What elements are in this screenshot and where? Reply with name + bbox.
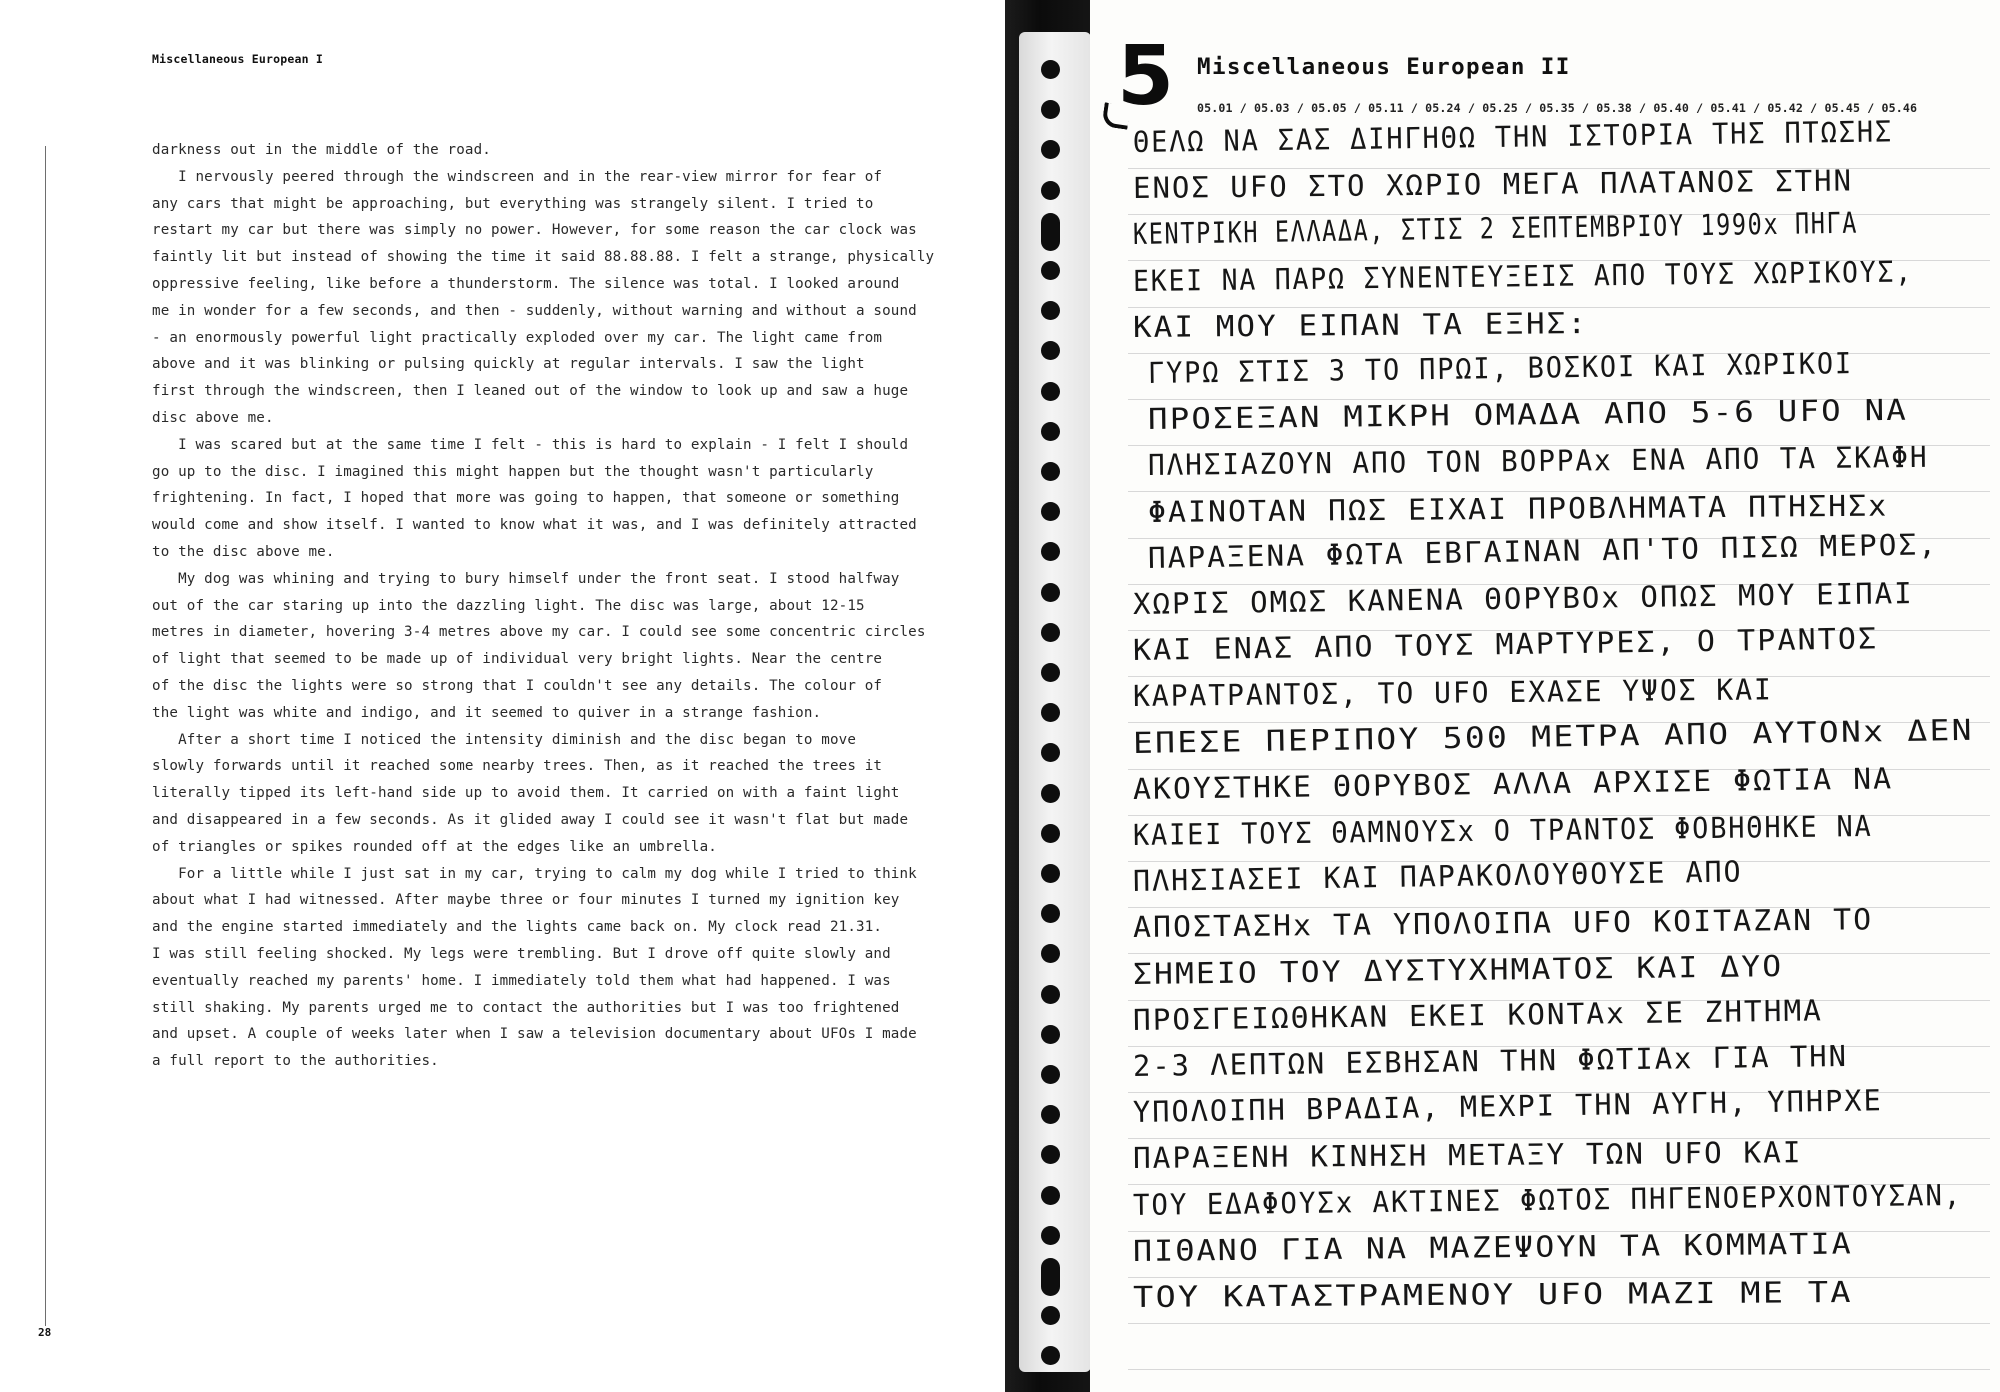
handwritten-line: ΚΑΙ ΕΝΑΣ ΑΠΟ ΤΟΥΣ ΜΑΡΤΥΡΕΣ, Ο ΤΡΑΝΤΟΣ (1132, 621, 1879, 668)
handwritten-line: ΑΠΟΣΤΑΣΗx ΤΑ ΥΠΟΛΟΙΠΑ UFO ΚΟΙΤΑΖΑΝ ΤΟ (1132, 902, 1874, 945)
handwritten-line: ΤΟΥ ΚΑΤΑΣΤΡΑΜΕΝΟΥ UFO ΜΑΖΙ ΜΕ ΤΑ (1132, 1274, 1853, 1314)
body-line: and upset. A couple of weeks later when I saw a television documentary about UFOs I made (152, 1026, 917, 1043)
body-line: first through the windscreen, then I leaned out of the window to look up and saw a huge (152, 383, 909, 400)
binder-hole (1041, 382, 1060, 401)
handwritten-line: ΧΩΡΙΣ ΟΜΩΣ ΚΑΝΕΝΑ ΘΟΡΥΒΟx ΟΠΩΣ ΜΟΥ ΕΙΠΑΙ (1132, 576, 1914, 621)
binder-hole (1041, 1186, 1060, 1205)
body-line: darkness out in the middle of the road. (152, 142, 491, 158)
body-line: eventually reached my parents' home. I immediately told them what had happened. I was (152, 972, 891, 989)
binder-hole (1041, 784, 1060, 803)
body-line: metres in diameter, hovering 3-4 metres above my car. I could see some concentric circles (152, 624, 926, 641)
body-line: of triangles or spikes rounded off at the edges like an umbrella. (152, 838, 717, 855)
section-title: Miscellaneous European II (1197, 54, 1571, 80)
ruled-line (1128, 1323, 1990, 1324)
handwritten-line: ΠΡΟΣΓΕΙΩΘΗΚΑΝ ΕΚΕΙ ΚΟΝΤΑx ΣΕ ΖΗΤΗΜΑ (1132, 993, 1824, 1037)
handwritten-line: ΚΑΙ ΜΟΥ ΕΙΠΑΝ ΤΑ ΕΞΗΣ: (1132, 305, 1589, 344)
body-line: restart my car but there was simply no power. However, for some reason the car clock was (152, 222, 917, 239)
handwritten-line: 2-3 ΛΕΠΤΩΝ ΕΣΒΗΣΑΝ ΤΗΝ ΦΩΤΙΑx ΓΙΑ ΤΗΝ (1132, 1039, 1849, 1083)
body-line: disc above me. (152, 409, 274, 426)
body-line: I was still feeling shocked. My legs were trembling. But I drove off quite slowly and (152, 945, 891, 962)
body-line: me in wonder for a few seconds, and then - suddenly, without warning and without a sound (152, 302, 917, 319)
handwritten-line: ΚΕΝΤΡΙΚΗ ΕΛΛΑΔΑ, ΣΤΙΣ 2 ΣΕΠΤΕΜΒΡΙΟΥ 1990x ΠΗΓΑ (1132, 206, 1859, 252)
binder-hole (1041, 1226, 1060, 1245)
body-line: frightening. In fact, I hoped that more was going to happen, that someone or something (152, 490, 900, 507)
body-line: a full report to the authorities. (152, 1053, 439, 1070)
binder-hole (1041, 583, 1060, 602)
handwritten-line: ΚΑΡΑΤΡΑΝΤΟΣ, ΤΟ UFO ΕΧΑΣΕ ΥΨΟΣ ΚΑΙ (1132, 672, 1773, 714)
handwritten-line: ΥΠΟΛΟΙΠΗ ΒΡΑΔΙΑ, ΜΕΧΡΙ ΤΗΝ ΑΥΓΗ, ΥΠΗΡΧΕ (1132, 1083, 1883, 1130)
binder-hole (1041, 864, 1060, 883)
binder-hole (1041, 462, 1060, 481)
handwritten-line: ΠΛΗΣΙΑΣΕΙ ΚΑΙ ΠΑΡΑΚΟΛΟΥΘΟΥΣΕ ΑΠΟ (1132, 854, 1743, 899)
handwritten-line: ΣΗΜΕΙΟ ΤΟΥ ΔΥΣΤΥΧΗΜΑΤΟΣ ΚΑΙ ΔΥΟ (1132, 948, 1784, 991)
handwritten-line: ΠΑΡΑΞΕΝΑ ΦΩΤΑ ΕΒΓΑΙΝΑΝ ΑΠ'ΤΟ ΠΙΣΩ ΜΕΡΟΣ, (1147, 527, 1939, 575)
binder-hole (1041, 985, 1060, 1004)
body-line: - an enormously powerful light practically exploded over my car. The light came from (152, 329, 883, 346)
body-line: about what I had witnessed. After maybe three or four minutes I turned my ignition key (152, 892, 900, 909)
body-line: out of the car staring up into the dazzling light. The disc was large, about 12-15 (152, 597, 865, 614)
page-number: 28 (38, 1326, 52, 1339)
case-code-row: 05.01 / 05.03 / 05.05 / 05.11 / 05.24 / 05.25 / 05.35 / 05.38 / 05.40 / 05.41 / 05.42 / 05.45 / 05.46 (1197, 101, 1918, 115)
binder-hole (1041, 181, 1060, 200)
handwritten-line: ΑΚΟΥΣΤΗΚΕ ΘΟΡΥΒΟΣ ΑΛΛΑ ΑΡΧΙΣΕ ΦΩΤΙΑ ΝΑ (1132, 761, 1894, 806)
body-text (152, 137, 942, 1075)
handwritten-line: ΕΚΕΙ ΝΑ ΠΑΡΩ ΣΥΝΕΝΤΕΥΞΕΙΣ ΑΠΟ ΤΟΥΣ ΧΩΡΙΚΟΥΣ, (1132, 254, 1914, 298)
body-line: of light that seemed to be made up of individual very bright lights. Near the centre (152, 651, 883, 668)
binder-hole (1041, 1065, 1060, 1084)
binder-hole (1041, 422, 1060, 441)
handwritten-line: ΓΥΡΩ ΣΤΙΣ 3 ΤΟ ΠΡΩΙ, ΒΟΣΚΟΙ ΚΑΙ ΧΩΡΙΚΟΙ (1147, 346, 1854, 390)
body-line: slowly forwards until it reached some nearby trees. Then, as it reached the trees it (152, 758, 883, 775)
handwritten-line: ΘΕΛΩ ΝΑ ΣΑΣ ΔΙΗΓΗΘΩ ΤΗΝ ΙΣΤΟΡΙΑ ΤΗΣ ΠΤΩΣΗΣ (1132, 114, 1894, 159)
body-line: above and it was blinking or pulsing quickly at regular intervals. I saw the light (152, 356, 865, 373)
body-line: of the disc the lights were so strong that I couldn't see any details. The colour of (152, 677, 883, 694)
body-line: still shaking. My parents urged me to contact the authorities but I was too frightened (152, 999, 900, 1016)
handwritten-line: ΤΟΥ ΕΔΑΦΟΥΣx ΑΚΤΙΝΕΣ ΦΩΤΟΣ ΠΗΓΕΝΟΕΡΧΟΝΤΟΥΣΑΝ, (1132, 1177, 1963, 1222)
binder-hole (1041, 1025, 1060, 1044)
handwritten-line: ΠΑΡΑΞΕΝΗ ΚΙΝΗΣΗ ΜΕΤΑΞΥ ΤΩΝ UFO ΚΑΙ (1132, 1135, 1803, 1176)
body-line: For a little while I just sat in my car, trying to calm my dog while I tried to think (152, 865, 917, 882)
margin-rule (45, 146, 46, 1326)
body-line: After a short time I noticed the intensity diminish and the disc began to move (152, 731, 857, 748)
body-line: I nervously peered through the windscreen and in the rear-view mirror for fear of (152, 168, 883, 185)
section-number: 5 (1117, 29, 1175, 124)
body-line: faintly lit but instead of showing the time it said 88.88.88. I felt a strange, physically (152, 249, 935, 266)
binder-hole (1041, 60, 1060, 79)
body-line: to the disc above me. (152, 543, 335, 560)
handwritten-line: ΦΑΙΝΟΤΑΝ ΠΩΣ ΕΙΧΑΙ ΠΡΟΒΛΗΜΑΤΑ ΠΤΗΣΗΣx (1147, 488, 1889, 529)
handwritten-line: ΠΙΘΑΝΟ ΓΙΑ ΝΑ ΜΑΖΕΨΟΥΝ ΤΑ ΚΟΜΜΑΤΙΑ (1132, 1226, 1853, 1268)
handwritten-line: ΕΝΟΣ UFO ΣΤΟ ΧΩΡΙΟ ΜΕΓΑ ΠΛΑΤΑΝΟΣ ΣΤΗΝ (1132, 163, 1854, 206)
binder-hole (1041, 213, 1060, 251)
running-head: Miscellaneous European I (152, 52, 323, 66)
handwritten-line: ΠΛΗΣΙΑΖΟΥΝ ΑΠΟ ΤΟΝ ΒΟΡΡΑx ΕΝΑ ΑΠΟ ΤΑ ΣΚΑΦΗ (1147, 440, 1929, 483)
body-line: any cars that might be approaching, but everything was strangely silent. I tried to (152, 195, 874, 212)
body-line: oppressive feeling, like before a thunderstorm. The silence was total. I looked around (152, 275, 900, 292)
body-line: would come and show itself. I wanted to know what it was, and I was definitely attracted (152, 517, 917, 534)
handwritten-line: ΕΠΕΣΕ ΠΕΡΙΠΟΥ 500 ΜΕΤΡΑ ΑΠΟ ΑΥΤΟΝx ΔΕΝ (1132, 712, 1974, 760)
body-line: and the engine started immediately and the lights came back on. My clock read 21.31. (152, 919, 883, 936)
binder-hole (1041, 1258, 1060, 1296)
binder-hole (1041, 824, 1060, 843)
handwritten-line: ΚΑΙΕΙ ΤΟΥΣ ΘΑΜΝΟΥΣx Ο ΤΡΑΝΤΟΣ ΦΟΒΗΘΗΚΕ ΝΑ (1132, 808, 1873, 852)
binder-hole (1041, 261, 1060, 280)
binder-hole (1041, 663, 1060, 682)
body-line: the light was white and indigo, and it seemed to quiver in a strange fashion. (152, 704, 822, 721)
body-line: My dog was whining and trying to bury himself under the front seat. I stood halfway (152, 570, 900, 587)
handwritten-line: ΠΡΟΣΕΞΑΝ ΜΙΚΡΗ ΟΜΑΔΑ ΑΠΟ 5-6 UFO ΝΑ (1147, 392, 1909, 437)
body-line: I was scared but at the same time I felt - this is hard to explain - I felt I should (152, 436, 909, 453)
ruled-line (1128, 1369, 1990, 1370)
body-line: and disappeared in a few seconds. As it glided away I could see it wasn't flat but made (152, 811, 909, 828)
body-line: go up to the disc. I imagined this might happen but the thought wasn't particularly (152, 463, 874, 480)
binder-hole (1041, 623, 1060, 642)
body-line: literally tipped its left-hand side up to avoid them. It carried on with a faint light (152, 785, 900, 802)
